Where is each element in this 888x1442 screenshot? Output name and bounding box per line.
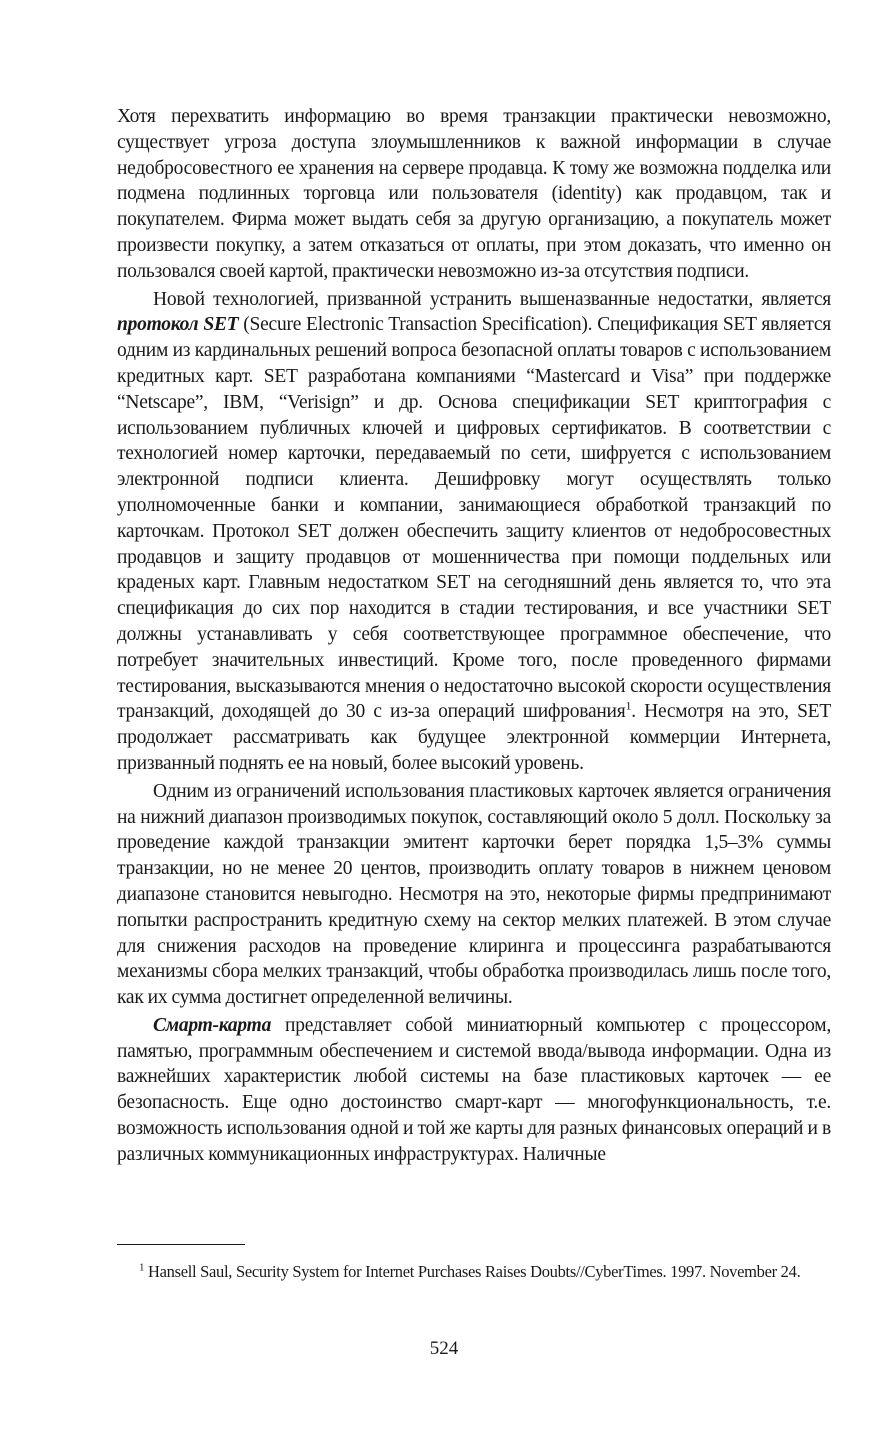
term-set-protocol: протокол SET [117,314,239,336]
paragraph-4 [117,1013,831,1168]
paragraph-4-body: представляет собой миниатюрный компьютер с процессором, памятью, программным обеспечением и системой ввода/вывода информации. Одна из важнейших характеристик любой системы на базе пластиковых карточек — ее безопасность. Еще одно достоинство смарт-карт — многофункциональность, т.е. возможность использования одной и той же карты для разных финансовых операций и в различных коммуникационных инфраструктурах. Наличные [117,1014,831,1165]
footnote-marker: 1 [139,1261,145,1274]
paragraph-2-lead: Новой технологией, призванной устранить вышеназванные недостатки, является [153,288,831,310]
page-body [117,104,831,1168]
footnote [117,1262,831,1282]
paragraph-2-body: (Secure Electronic Transaction Specification). Спецификация SET является одним из кардинальных решений вопроса безопасной оплаты товаров с использованием кредитных карт. SET разработана компаниями “Mastercard и Visa” при поддержке “Netscape”, IBM, “Verisign” и др. Основа спецификации SET криптография с использованием публичных ключей и цифровых сертификатов. В соответствии с технологией номер карточки, передаваемый по сети, шифруется с использованием электронной подписи клиента. Дешифровку могут осуществлять только уполномоченные банки и компании, занимающиеся обработкой транзакций по карточкам. Протокол SET должен обеспечить защиту клиентов от недобросовестных продавцов и защиту продавцов от мошенничества при помощи поддельных или краденых карт. Главным недостатком SET на сегодняшний день является то, что эта спецификация до сих пор находится в стадии тестирования, и все участники SET должны устанавливать у себя соответствующее программное обеспечение, что потребует значительных инвестиций. Кроме того, после проведенного фирмами тестирования, высказываются мнения о недостаточно высокой скорости осуществления транзакций, доходящей до 30 с из-за операций шифрования [117,314,831,723]
paragraph-2-tail: . Несмотря на это, SET продолжает рассматривать как будущее электронной коммерции Интернета, призванный поднять ее на новый, более высокий уровень. [117,701,831,774]
paragraph-1: Хотя перехватить информацию во время транзакции практически невозможно, существует угроза доступа злоумышленников к важной информации в случае недобросовестного ее хранения на сервере продавца. К тому же возможна подделка или подмена подлинных торговца или пользователя (identity) как продавцом, так и покупателем. Фирма может выдать себя за другую организацию, а покупатель может произвести покупку, а затем отказаться от оплаты, при этом доказать, что именно он пользовался своей картой, практически невозможно из-за отсутствия подписи. [117,106,831,282]
paragraph-3: Одним из ограничений использования пластиковых карточек является ограничения на нижний диапазон производимых покупок, составляющий около 5 долл. Поскольку за проведение каждой транзакции эмитент карточки берет порядка 1,5–3% суммы транзакции, но не менее 20 центов, производить оплату товаров в нижнем ценовом диапазоне становится невыгодно. Несмотря на это, некоторые фирмы предпринимают попытки распространить кредитную схему на сектор мелких платежей. В этом случае для снижения расходов на проведение клиринга и процессинга разрабатываются механизмы сбора мелких транзакций, чтобы обработка производилась лишь после того, как их сумма достигнет определенной величины. [117,780,831,1009]
footnote-separator [117,1244,245,1245]
page-number: 524 [429,1338,459,1359]
footnote-reference: 1 [625,698,632,713]
footnote-text: Hansell Saul, Security System for Internet Purchases Raises Doubts//CyberTimes. 1997. November 24. [148,1262,801,1281]
paragraph-2 [117,287,831,777]
term-smart-card: Смарт-карта [153,1014,272,1036]
